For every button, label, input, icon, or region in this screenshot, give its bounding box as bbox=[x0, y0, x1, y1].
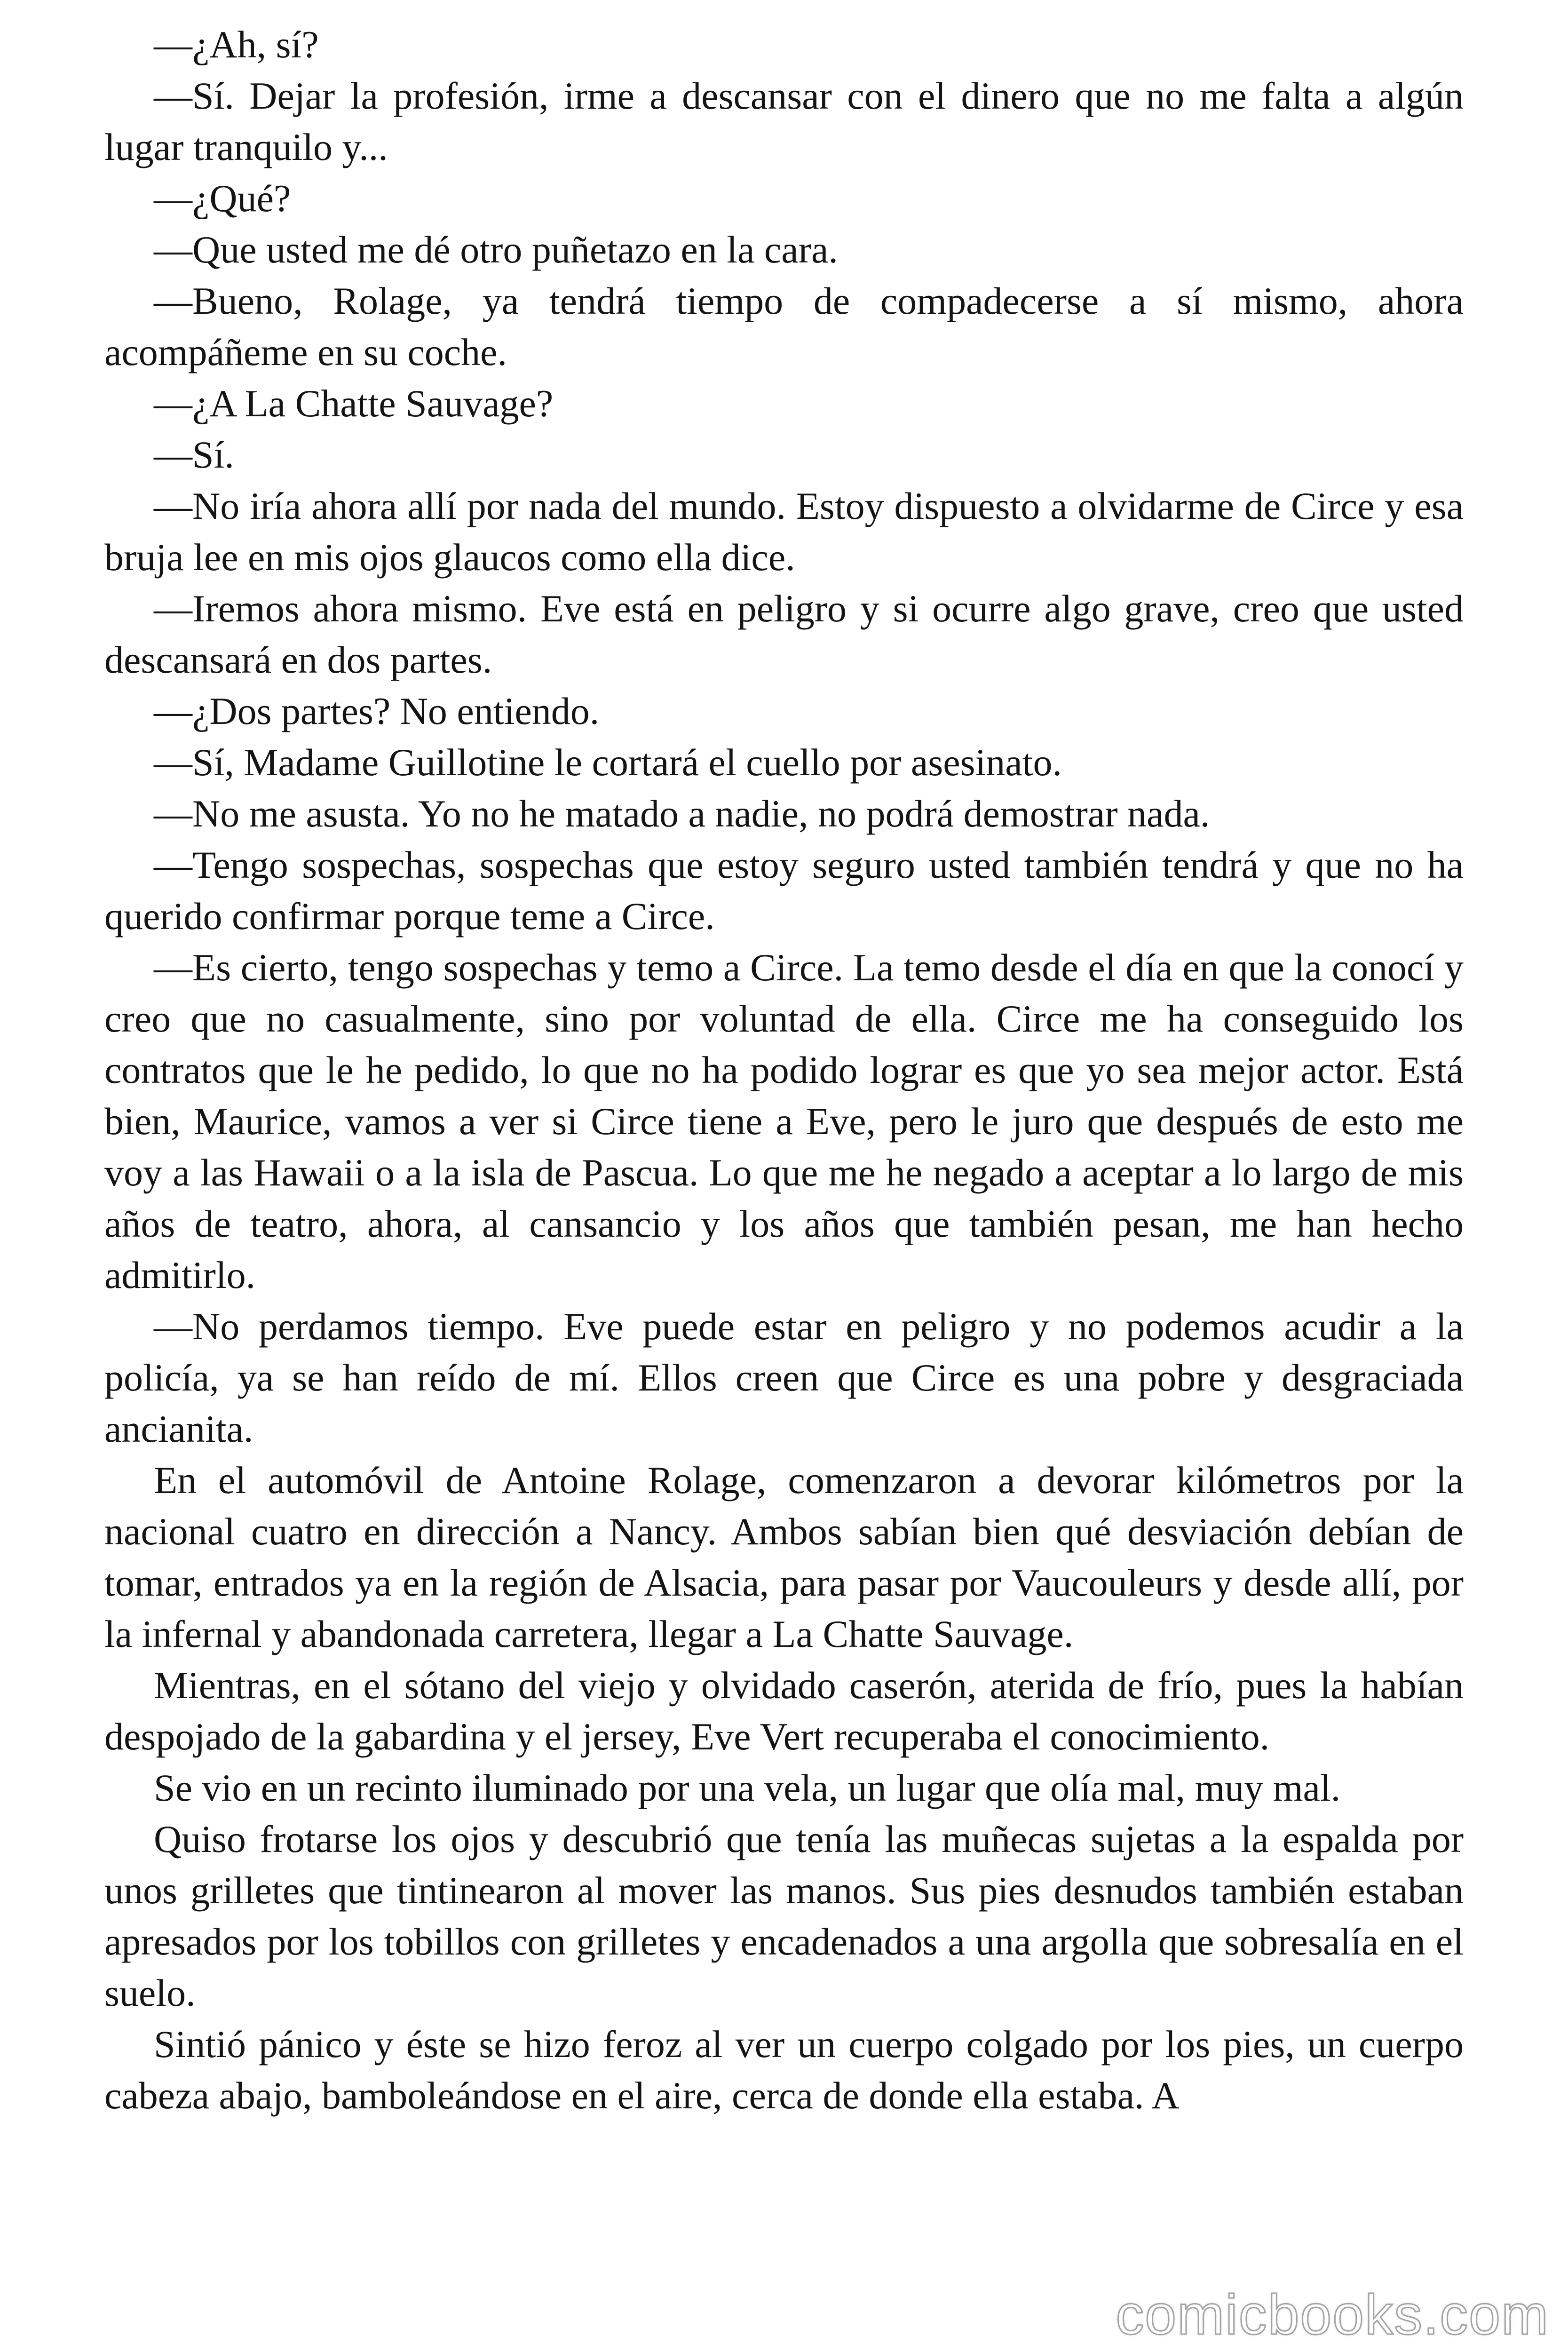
paragraph: —Iremos ahora mismo. Eve está en peligro y si ocurre algo grave, creo que usted descansará en dos partes. bbox=[104, 587, 1464, 681]
paragraph: —¿Ah, sí? bbox=[154, 23, 319, 66]
paragraph: —Sí. Dejar la profesión, irme a descansar con el dinero que no me falta a algún lugar tranquilo y... bbox=[104, 74, 1464, 168]
paragraph: Quiso frotarse los ojos y descubrió que tenía las muñecas sujetas a la espalda por unos grilletes que tintinearon al mover las manos. Sus pies desnudos también estaban apresados por los tobillos con grilletes y encadenados a una argolla que sobresalía en el suelo. bbox=[104, 1818, 1464, 2014]
paragraph: Mientras, en el sótano del viejo y olvidado caserón, aterida de frío, pues la habían despojado de la gabardina y el jersey, Eve Vert recuperaba el conocimiento. bbox=[104, 1664, 1464, 1758]
paragraph: —Tengo sospechas, sospechas que estoy seguro usted también tendrá y que no ha querido confirmar porque teme a Circe. bbox=[104, 843, 1464, 938]
paragraph: —¿Qué? bbox=[154, 177, 291, 220]
paragraph: —Es cierto, tengo sospechas y temo a Circe. La temo desde el día en que la conocí y creo que no casualmente, sino por voluntad de ella. Circe me ha conseguido los contratos que le he pedido, lo que no ha podido lograr es que yo sea mejor actor. Está bien, Maurice, vamos a ver si Circe tiene a Eve, pero le juro que después de esto me voy a las Hawaii o a la isla de Pascua. Lo que me he negado a aceptar a lo largo de mis años de teatro, ahora, al cansancio y los años que también pesan, me han hecho admitirlo. bbox=[104, 946, 1464, 1296]
paragraph: —¿A La Chatte Sauvage? bbox=[154, 382, 554, 425]
body-text bbox=[104, 19, 1464, 2121]
paragraph: —No iría ahora allí por nada del mundo. Estoy dispuesto a olvidarme de Circe y esa bruja lee en mis ojos glaucos como ella dice. bbox=[104, 485, 1464, 579]
paragraph: —Bueno, Rolage, ya tendrá tiempo de compadecerse a sí mismo, ahora acompáñeme en su coche. bbox=[104, 279, 1464, 373]
paragraph: —Sí, Madame Guillotine le cortará el cuello por asesinato. bbox=[154, 741, 1062, 784]
paragraph: —No perdamos tiempo. Eve puede estar en peligro y no podemos acudir a la policía, ya se han reído de mí. Ellos creen que Circe es una pobre y desgraciada ancianita. bbox=[104, 1305, 1464, 1450]
paragraph: Se vio en un recinto iluminado por una vela, un lugar que olía mal, muy mal. bbox=[154, 1766, 1341, 1809]
paragraph: En el automóvil de Antoine Rolage, comenzaron a devorar kilómetros por la nacional cuatro en dirección a Nancy. Ambos sabían bien qué desviación debían de tomar, entrados ya en la región de Alsacia, para pasar por Vaucouleurs y desde allí, por la infernal y abandonada carretera, llegar a La Chatte Sauvage. bbox=[104, 1459, 1464, 1655]
paragraph: —Sí. bbox=[154, 433, 234, 476]
paragraph: —¿Dos partes? No entiendo. bbox=[154, 690, 600, 732]
watermark: comicbooks.com bbox=[1116, 2283, 1549, 2346]
paragraph: —No me asusta. Yo no he matado a nadie, no podrá demostrar nada. bbox=[154, 792, 1210, 835]
paragraph: —Que usted me dé otro puñetazo en la cara. bbox=[154, 228, 838, 271]
paragraph: Sintió pánico y éste se hizo feroz al ver un cuerpo colgado por los pies, un cuerpo cabeza abajo, bamboleándose en el aire, cerca de donde ella estaba. A bbox=[104, 2023, 1464, 2117]
